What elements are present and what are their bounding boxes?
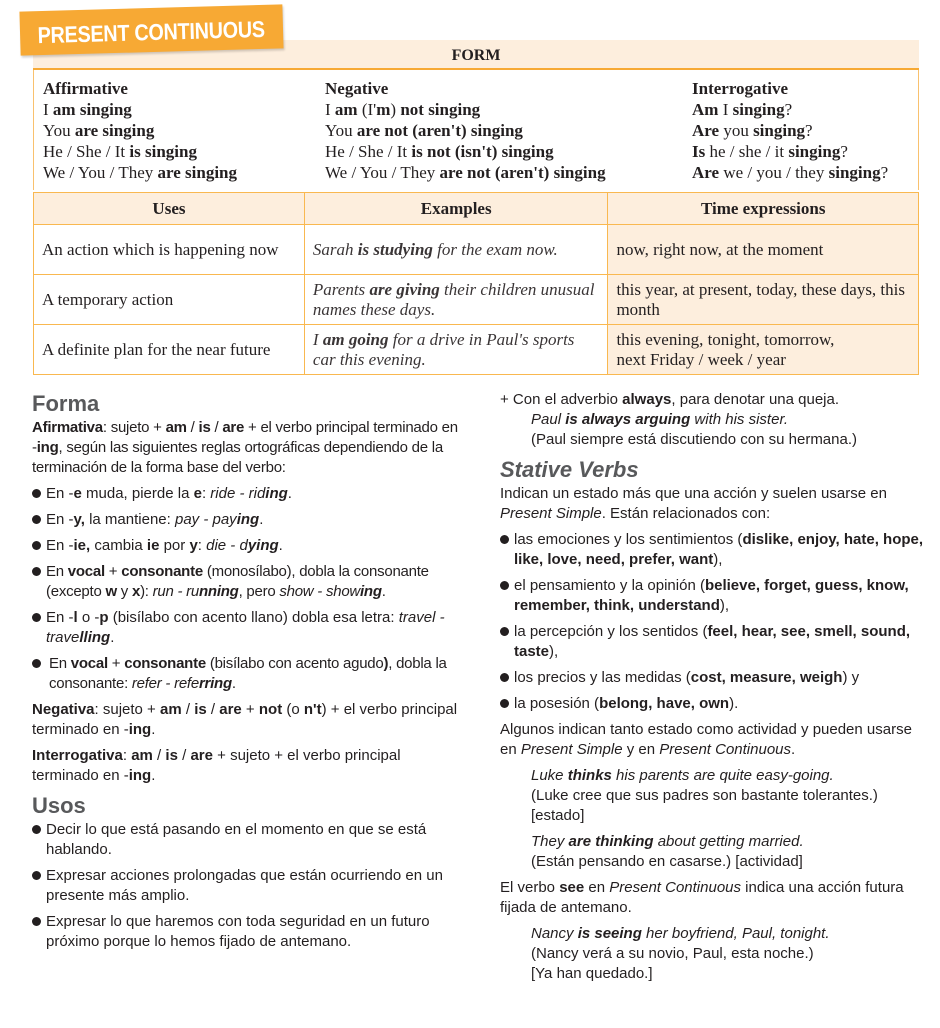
bullet-icon xyxy=(32,515,41,524)
use-cell: A definite plan for the near future xyxy=(34,325,305,375)
negative-row: I am (I'm) not singing xyxy=(325,100,481,119)
bullet-icon xyxy=(32,659,41,668)
table-row xyxy=(34,325,919,375)
example-cell: Sarah is studying for the exam now. xyxy=(304,225,608,275)
forma-heading: Forma xyxy=(32,391,100,416)
bullet-icon xyxy=(500,581,509,590)
example-tag: [estado] xyxy=(531,807,585,824)
rule-item: En -ie, cambia ie por y: die - dying. xyxy=(32,536,462,556)
example-sentence: They are thinking about getting married. xyxy=(531,833,804,850)
time-cell: now, right now, at the moment xyxy=(608,225,919,275)
usos-item: Decir lo que está pasando en el momento en que se está hablando. xyxy=(32,820,462,860)
stative-heading: Stative Verbs xyxy=(500,457,639,482)
example-translation: (Luke cree que sus padres son bastante tolerantes.) xyxy=(531,787,878,804)
bullet-icon xyxy=(32,917,41,926)
form-table xyxy=(33,40,919,190)
usos-item: Expresar acciones prolongadas que están ocurriendo en un presente más amplio. xyxy=(32,866,462,906)
stative-item: los precios y las medidas (cost, measure, weigh) y xyxy=(500,668,925,688)
example-tag: [Ya han quedado.] xyxy=(531,965,653,982)
usos-item: Expresar lo que haremos con toda seguridad en un futuro próximo porque lo hemos fijado de antemano. xyxy=(32,912,462,952)
uses-table xyxy=(33,192,919,375)
see-paragraph: El verbo see en Present Continuous indica una acción futura fijada de antemano. xyxy=(500,879,904,916)
example-cell: Parents are giving their children unusual names these days. xyxy=(304,275,608,325)
interrogative-row: Are we / you / they singing? xyxy=(692,163,889,182)
rule-item: En vocal + consonante (bisílabo con acento agudo), dobla la consonante: refer - referring. xyxy=(32,654,462,694)
usos-heading: Usos xyxy=(32,793,86,818)
bullet-icon xyxy=(32,825,41,834)
use-cell: An action which is happening now xyxy=(34,225,305,275)
rule-item: En -e muda, pierde la e: ride - riding. xyxy=(32,484,462,504)
use-cell: A temporary action xyxy=(34,275,305,325)
bullet-icon xyxy=(500,699,509,708)
example-sentence: Luke thinks his parents are quite easy-going. xyxy=(531,767,834,784)
right-column xyxy=(500,390,925,984)
stative-item: la percepción y los sentidos (feel, hear, see, smell, sound, taste), xyxy=(500,622,925,662)
affirmative-heading: Affirmative xyxy=(43,79,128,98)
title-banner xyxy=(19,4,283,55)
uses-table-header xyxy=(34,193,919,225)
header-examples: Examples xyxy=(304,193,608,225)
stative-item: el pensamiento y la opinión (believe, forget, guess, know, remember, think, understand), xyxy=(500,576,925,616)
stative-both-paragraph: Algunos indican tanto estado como actividad y pueden usarse en Present Simple y en Present Continuous. xyxy=(500,721,912,758)
negative-row: We / You / They are not (aren't) singing xyxy=(325,163,606,182)
interrogative-heading: Interrogative xyxy=(692,79,788,98)
interrogative-row: Am I singing? xyxy=(692,100,793,119)
bullet-icon xyxy=(32,871,41,880)
bullet-icon xyxy=(32,567,41,576)
affirmative-row: We / You / They are singing xyxy=(43,163,238,182)
bullet-icon xyxy=(32,489,41,498)
interrogative-row: Are you singing? xyxy=(692,121,813,140)
example-sentence: Nancy is seeing her boyfriend, Paul, tonight. xyxy=(531,925,830,942)
interrogative-column xyxy=(692,78,888,183)
form-body xyxy=(33,70,919,190)
left-column xyxy=(32,390,462,958)
bullet-icon xyxy=(32,613,41,622)
header-time-expressions: Time expressions xyxy=(608,193,919,225)
negative-row: He / She / It is not (isn't) singing xyxy=(325,142,554,161)
always-translation: (Paul siempre está discutiendo con su hermana.) xyxy=(531,431,858,448)
table-row xyxy=(34,225,919,275)
negative-heading: Negative xyxy=(325,79,389,98)
affirmative-column xyxy=(43,78,237,183)
bullet-icon xyxy=(500,673,509,682)
header-uses: Uses xyxy=(34,193,305,225)
time-cell: this evening, tonight, tomorrow, next Friday / week / year xyxy=(608,325,919,375)
rule-item: En -y, la mantiene: pay - paying. xyxy=(32,510,462,530)
stative-item: la posesión (belong, have, own). xyxy=(500,694,925,714)
table-row xyxy=(34,275,919,325)
form-header: FORM xyxy=(33,40,919,70)
negativa-paragraph: Negativa: sujeto + am / is / are + not (o n't) + el verbo principal terminado en -ing. xyxy=(32,701,458,738)
bullet-icon xyxy=(500,627,509,636)
example-translation: (Están pensando en casarse.) [actividad] xyxy=(531,853,803,870)
stative-item: las emociones y los sentimientos (dislike, enjoy, hate, hope, like, love, need, prefer, want), xyxy=(500,530,925,570)
always-example: Paul is always arguing with his sister. xyxy=(531,411,789,428)
example-cell: I am going for a drive in Paul's sports car this evening. xyxy=(304,325,608,375)
interrogative-row: Is he / she / it singing? xyxy=(692,142,848,161)
page-title: PRESENT CONTINUOUS xyxy=(37,15,266,48)
affirmative-row: I am singing xyxy=(43,100,132,119)
affirmative-row: He / She / It is singing xyxy=(43,142,197,161)
rule-item: En -l o -p (bisílabo con acento llano) dobla esa letra: travel - travelling. xyxy=(32,608,462,648)
negative-row: You are not (aren't) singing xyxy=(325,121,523,140)
affirmative-row: You are singing xyxy=(43,121,155,140)
example-translation: (Nancy verá a su novio, Paul, esta noche.) xyxy=(531,945,814,962)
bullet-icon xyxy=(500,535,509,544)
bullet-icon xyxy=(32,541,41,550)
afirmativa-paragraph: Afirmativa: sujeto + am / is / are + el verbo principal terminado en -ing, según las siguientes reglas ortográficas dependiendo de la terminación de la forma base del verbo: xyxy=(32,419,458,476)
always-note: + Con el adverbio always, para denotar una queja. xyxy=(500,391,840,408)
time-cell: this year, at present, today, these days, this month xyxy=(608,275,919,325)
interrogativa-paragraph: Interrogativa: am / is / are + sujeto + el verbo principal terminado en -ing. xyxy=(32,747,401,784)
negative-column xyxy=(325,78,606,183)
rule-item: En vocal + consonante (monosílabo), dobla la consonante (excepto w y x): run - running, pero show - showing. xyxy=(32,562,462,602)
stative-intro: Indican un estado más que una acción y suelen usarse en Present Simple. Están relacionados con: xyxy=(500,485,887,522)
